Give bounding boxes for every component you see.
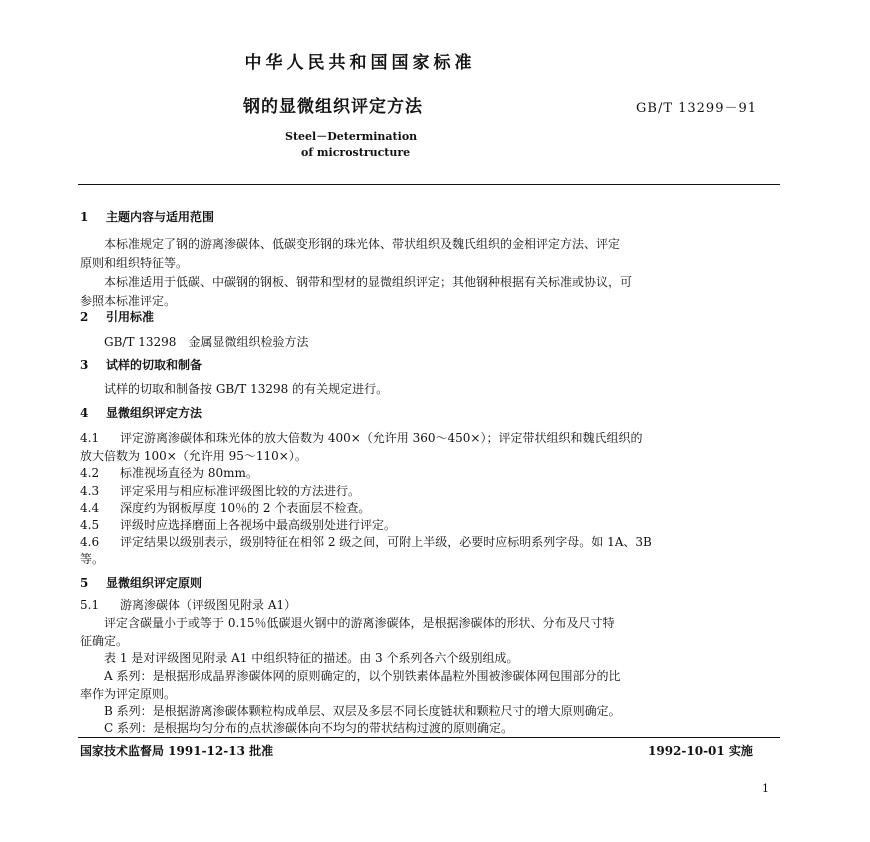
clause-5-1-heading [80,596,296,613]
clause-number: 4.5 [80,518,100,532]
clause-number: 4.6 [80,535,100,549]
clause-4-5 [80,516,396,533]
clause-text: 游离渗碳体（评级图见附录 A1） [120,598,297,612]
section-4-heading [80,404,202,421]
section-number: 2 [80,310,89,324]
clause-5-1-para-4: B 系列：是根据游离渗碳体颗粒构成单层、双层及多层不同长度链状和颗粒尺寸的增大原则确定。 [104,704,621,718]
clause-4-1-line-2: 放大倍数为 100×（允许用 95～110×）。 [80,449,307,463]
section-1-para-2-line-1: 本标准适用于低碳、中碳钢的钢板、钢带和型材的显微组织评定；其他钢种根据有关标准或协议，可 [104,275,633,289]
clause-5-1-para-1-line-1: 评定含碳量小于或等于 0.15％低碳退火钢中的游离渗碳体，是根据渗碳体的形状、分布及尺寸特 [104,616,615,630]
approval-date: 国家技术监督局 1991-12-13 批准 [80,744,274,758]
effective-date: 1992-10-01 实施 [648,744,753,758]
section-title: 试样的切取和制备 [106,358,203,372]
section-number: 4 [80,406,89,420]
clause-number: 4.1 [80,431,100,445]
section-number: 1 [80,210,89,224]
section-2-heading [80,308,154,325]
section-title: 主题内容与适用范围 [106,210,215,224]
clause-text: 评级时应选择磨面上各视场中最高级别处进行评定。 [120,518,397,532]
document-title-cn: 钢的显微组织评定方法 [243,97,423,117]
section-title: 引用标准 [106,310,155,324]
clause-number: 5.1 [80,598,100,612]
section-3-para-1: 试样的切取和制备按 GB/T 13298 的有关规定进行。 [104,382,389,396]
header-divider [78,184,780,185]
clause-4-1-line-1 [80,429,642,446]
clause-number: 4.3 [80,484,100,498]
clause-4-3 [80,482,360,499]
section-1-para-2-line-2: 参照本标准评定。 [80,294,177,308]
clause-4-4 [80,499,370,516]
clause-text: 标准视场直径为 80mm。 [120,466,258,480]
national-standard-heading: 中华人民共和国国家标准 [244,53,476,73]
clause-4-6-line-1 [80,533,652,550]
section-title: 显微组织评定原则 [106,576,203,590]
footer-divider [78,737,780,738]
section-3-heading [80,356,202,373]
clause-text: 评定结果以级别表示，级别特征在相邻 2 级之间，可附上半级，必要时应标明系列字母。如 1A、3B [120,535,652,549]
section-number: 3 [80,358,89,372]
section-title: 显微组织评定方法 [106,406,203,420]
section-1-heading [80,208,214,225]
clause-5-1-para-3-line-2: 率作为评定原则。 [80,687,177,701]
clause-text: 评定采用与相应标准评级图比较的方法进行。 [120,484,361,498]
clause-text: 评定游离渗碳体和珠光体的放大倍数为 400×（允许用 360～450×）；评定带状组织和魏氏组织的 [120,431,643,445]
clause-5-1-para-1-line-2: 征确定。 [80,634,129,648]
document-title-en-line1: Steel－Determination [285,130,418,143]
clause-5-1-para-3-line-1: A 系列：是根据形成晶界渗碳体网的原则确定的，以个别铁素体晶粒外围被渗碳体网包围部分的比 [104,669,621,683]
page-number: 1 [762,782,769,795]
referenced-standard: GB/T 13298 金属显微组织检验方法 [104,335,309,349]
section-1-para-1-line-1: 本标准规定了钢的游离渗碳体、低碳变形钢的珠光体、带状组织及魏氏组织的金相评定方法、评定 [104,237,621,251]
section-5-heading [80,574,202,591]
standard-number: GB/T 13299－91 [636,101,758,116]
clause-4-6-line-2: 等。 [80,552,105,566]
clause-4-2 [80,464,258,481]
section-number: 5 [80,576,89,590]
clause-number: 4.4 [80,501,100,515]
clause-5-1-para-2: 表 1 是对评级图见附录 A1 中组织特征的描述。由 3 个系列各六个级别组成。 [104,651,519,665]
document-title-en-line2: of microstructure [301,146,411,159]
clause-5-1-para-5: C 系列：是根据均匀分布的点状渗碳体向不均匀的带状结构过渡的原则确定。 [104,721,513,735]
clause-number: 4.2 [80,466,100,480]
clause-text: 深度约为钢板厚度 10％的 2 个表面层不检查。 [120,501,371,515]
section-1-para-1-line-2: 原则和组织特征等。 [80,256,189,270]
